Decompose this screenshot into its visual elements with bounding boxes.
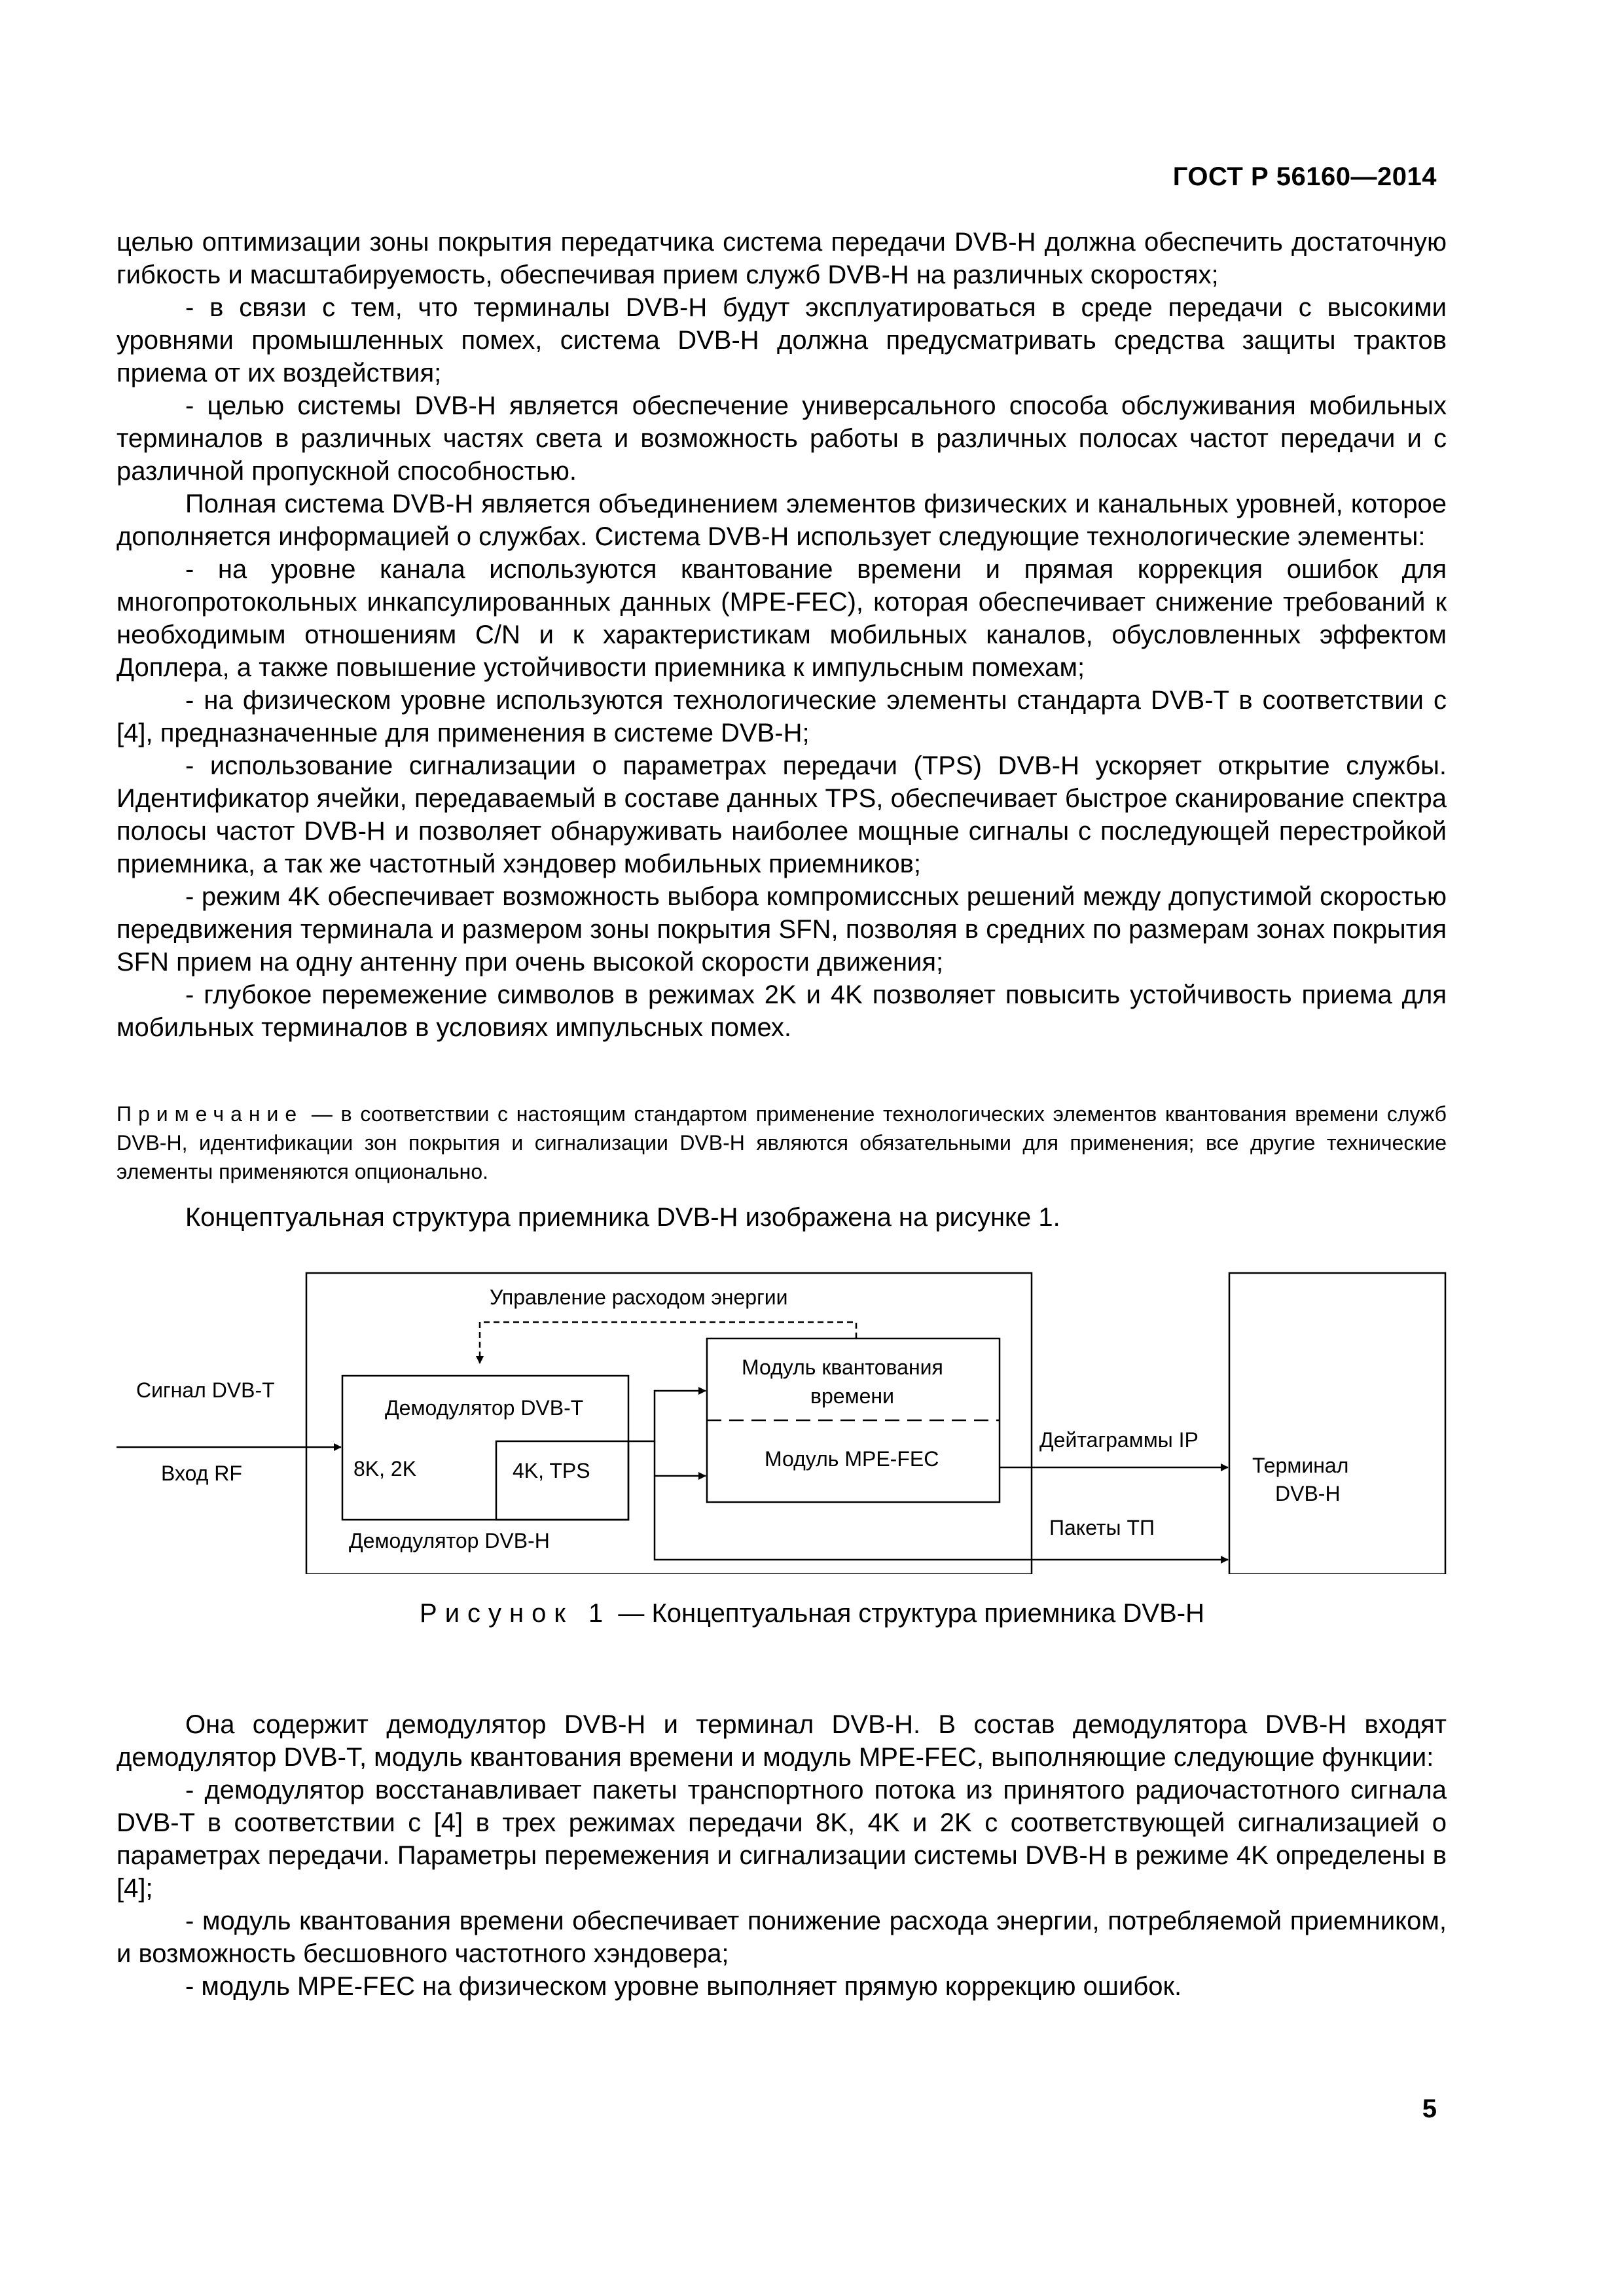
terminal-box [1229,1273,1445,1574]
note-label: Примечание [117,1102,304,1126]
dvb-t-demodulator-label: Демодулятор DVB-T [385,1396,584,1420]
main-text-continued [117,1708,1447,2003]
document-header: ГОСТ Р 56160—2014 [1172,162,1437,191]
paragraph: - режим 4K обеспечивает возможность выбора компромиссных решений между допустимой скоростью передвижения терминала и размером зоны покрытия SFN, позволяя в средних по размерам зонах покрытия SFN прием на одну антенну при очень высокой скорости движения; [117,882,1447,977]
time-slicing-label-2: времени [810,1384,894,1408]
caption-label: Рисунок 1 [420,1599,611,1628]
paragraph: - модуль квантования времени обеспечивает понижение расхода энергии, потребляемой приемником, и возможность бесшовного частотного хэндовера; [117,1907,1447,1968]
terminal-label-2: DVB-H [1275,1482,1341,1505]
modes-tps-label: 4K, TPS [513,1459,590,1482]
paragraph: - демодулятор восстанавливает пакеты транспортного потока из принятого радиочастотного сигнала DVB-T в соответствии с [4] в трех режимах передачи 8K, 4K и 2K с соответствующей сигнализацией о параметрах передачи. Параметры перемежения и сигнализации системы DVB-H в режиме 4K определены в [4]; [117,1776,1447,1903]
note [117,1100,1447,1186]
dvb-h-demodulator-label: Демодулятор DVB-H [349,1529,550,1552]
mpe-fec-label: Модуль MPE-FEC [765,1447,939,1471]
paragraph: - модуль MPE-FEC на физическом уровне выполняет прямую коррекцию ошибок. [185,1972,1182,2001]
main-text [117,226,1447,1044]
ts-packets-label: Пакеты ТП [1049,1516,1155,1539]
caption-text: — Концептуальная структура приемника DVB-H [611,1599,1204,1628]
paragraph: - целью системы DVB-H является обеспечение универсального способа обслуживания мобильных терминалов в различных частях света и возможность работы в различных полосах частот передачи и с различной пропускной способностью. [117,391,1447,486]
modes-label: 8K, 2K [353,1457,417,1480]
paragraph: - на физическом уровне используются технологические элементы стандарта DVB-T в соответствии с [4], предназначенные для применения в системе DVB-H; [117,686,1447,747]
terminal-label-1: Терминал [1252,1454,1349,1477]
figure-caption [0,1597,1624,1630]
datagrams-label: Дейтаграммы IP [1039,1428,1199,1452]
receiver-diagram [117,1260,1447,1574]
paragraph: целью оптимизации зоны покрытия передатчика система передачи DVB-H должна обеспечить достаточную гибкость и масштабируемость, обеспечивая прием служб DVB-H на различных скоростях; [117,228,1447,289]
power-control-label: Управление расходом энергии [490,1285,788,1309]
note-text: — в соответствии с настоящим стандартом применение технологических элементов квантования времени служб DVB-H, идентификации зон покрытия и сигнализации DVB-H являются обязательными для применения; все другие технические элементы применяются опционально. [117,1102,1447,1183]
paragraph: - глубокое перемежение символов в режимах 2K и 4K позволяет повысить устойчивость приема для мобильных терминалов в условиях импульсных помех. [117,980,1447,1042]
time-slicing-label-1: Модуль квантования [742,1355,943,1379]
paragraph: - на уровне канала используются квантование времени и прямая коррекция ошибок для многопротокольных инкапсулированных данных (MPE-FEC), которая обеспечивает снижение требований к необходимым отношениям С/N и к характеристикам мобильных каналов, обусловленных эффектом Доплера, а также повышение устойчивости приемника к импульсным помехам; [117,555,1447,682]
paragraph: - использование сигнализации о параметрах передачи (TPS) DVB-H ускоряет открытие службы. Идентификатор ячейки, передаваемый в составе данных TPS, обеспечивает быстрое сканирование спектра полосы частот DVB-H и позволяет обнаруживать наиболее мощные сигналы с последующей перестройкой приемника, а так же частотный хэндовер мобильных приемников; [117,751,1447,878]
paragraph: - в связи с тем, что терминалы DVB-H будут эксплуатироваться в среде передачи с высокими уровнями промышленных помех, система DVB-H должна предусматривать средства защиты трактов приема от их воздействия; [117,293,1447,387]
paragraph: Полная система DVB-H является объединением элементов физических и канальных уровней, которое дополняется информацией о службах. Система DVB-H использует следующие технологические элементы: [117,490,1447,551]
figure-intro: Концептуальная структура приемника DVB-H изображена на рисунке 1. [185,1203,1060,1232]
page-number: 5 [1422,2094,1437,2123]
paragraph: Она содержит демодулятор DVB-H и терминал DVB-H. В состав демодулятора DVB-H входят демодулятор DVB-T, модуль квантования времени и модуль MPE-FEC, выполняющие следующие функции: [117,1710,1447,1772]
signal-in-label: Сигнал DVB-T [136,1378,275,1402]
rf-in-label: Вход RF [161,1462,242,1485]
